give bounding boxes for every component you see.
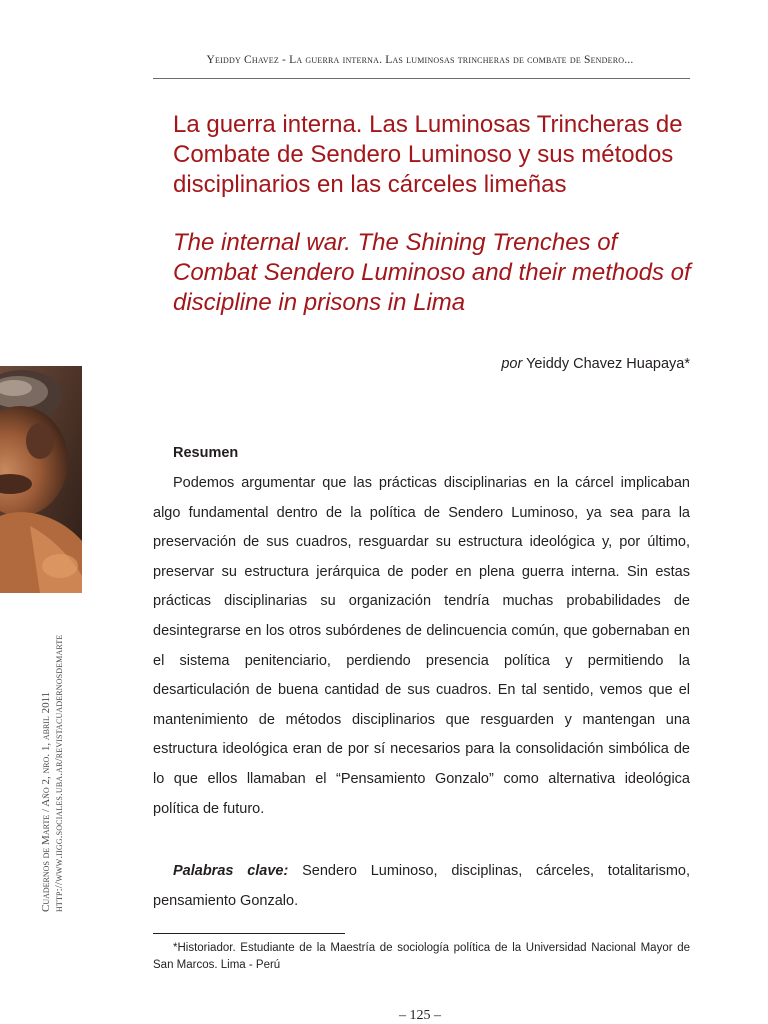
page-number: – 125 – [399, 1008, 441, 1023]
footnote: *Historiador. Estudiante de la Maestría de sociología política de la Universidad Nacional Mayor de San Marcos. Lima - Perú [153, 942, 690, 971]
keywords-paragraph [153, 857, 690, 916]
byline-por: por [501, 356, 523, 372]
article-title-spanish: La guerra interna. Las Luminosas Trincheras de Combate de Sendero Luminoso y sus métodos disciplinarios en las cárceles limeñas [173, 111, 683, 198]
running-head: Yeiddy Chavez - La guerra interna. Las luminosas trincheras de combate de Sendero... [206, 54, 634, 66]
side-painting-image [0, 366, 82, 593]
abstract-text: Podemos argumentar que las prácticas disciplinarias en la cárcel implicaban algo fundamental dentro de la política de Sendero Luminoso, ya sea para la preservación de sus cuadros, resguardar su estructura ideológica y, por último, preservar su estructura jerárquica de poder en plena guerra interna. Sin estas prácticas disciplinarias su organización tendría muchas probabilidades de desintegrarse en los otros subórdenes de delincuencia común, que gobernaban en el sistema penitenciario, perdiendo presencia política y permitiendo la desarticulación de buena cantidad de sus cuadros. En tal sentido, vemos que el mantenimiento de métodos disciplinarios que resguarden y mantengan una estructura ideológica eran de por sí necesarios para la consolidación simbólica de lo que ellos llamaban el “Pensamiento Gonzalo” como alternativa ideológica política de futuro. [153, 475, 690, 817]
journal-side-info [40, 635, 66, 912]
footnote-divider [153, 933, 345, 934]
journal-citation: Cuadernos de Marte / Año 2, nro. 1, abril 2011 [40, 691, 52, 912]
author-byline [501, 356, 690, 372]
abstract-heading: Resumen [173, 445, 239, 461]
keywords-label: Palabras clave: [173, 863, 289, 879]
author-name: Yeiddy Chavez Huapaya* [526, 356, 690, 372]
keywords-text: Sendero Luminoso, disciplinas, cárceles, totalitarismo, pensamiento Gonzalo. [153, 863, 690, 909]
journal-url: http://www.iigg.sociales.uba.ar/revistacuadernosdemarte [53, 634, 65, 912]
header-divider [153, 78, 690, 79]
article-title-english: The internal war. The Shining Trenches of Combat Sendero Luminoso and their methods of discipline in prisons in Lima [173, 229, 691, 316]
